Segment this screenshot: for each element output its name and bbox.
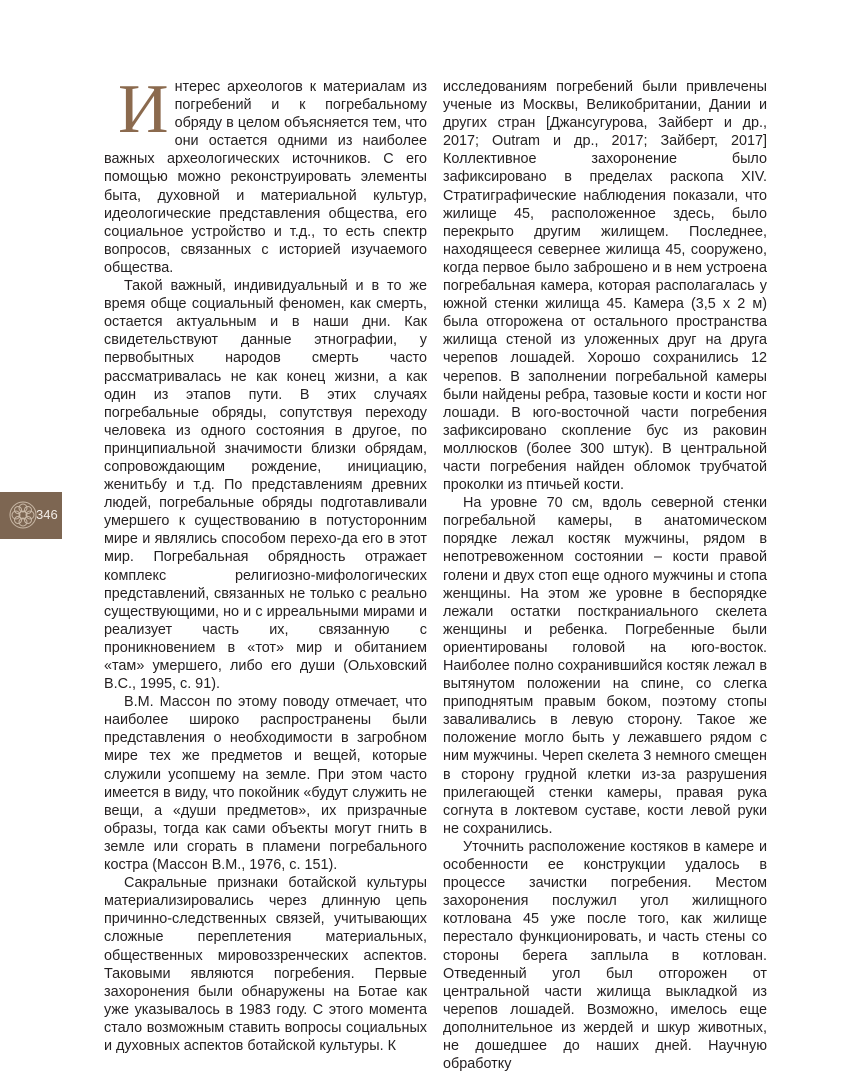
body-paragraph: Такой важный, индивидуальный и в то же время обще социальный феномен, как смерть, остается актуальным и в наши дни. Как свидетельствуют данные этнографии, у первобытных народов смерть часто рассматривалась не как конец жизни, а как один из этапов пути. В этих случаях погребальные обряды, сопутствуя переходу человека из одного состояния в другое, по принципиальной значимости близки обрядам, сопровождающим рождение, инициацию, женитьбу и т.д. По представлениям древних людей, погребальные обряды подготавливали умершего к существованию в потусторонним мире и являлись способом перехо-да его в этот мир. Погребальная обрядность отражает комплекс религиозно-мифологических представлений, связанных не только с реально существующими, но и с ирреальными мирами и реализует часть их, связанную с проникновением в «тот» мир и обитанием «там» умершего, либо его души (Ольховский В.С., 1995, с. 91).	[104, 278, 427, 693]
body-paragraph: На уровне 70 см, вдоль северной стенки погребальной камеры, в анатомическом порядке лежал костяк мужчины, рядом в непотревоженном состоянии – кости правой голени и двух стоп еще одного мужчины и стопа женщины. На этом же уровне в беспорядке лежали остатки посткраниального скелета женщины и ребенка. Погребенные были ориентированы головой на юго-восток. Наиболее полно сохранившийся костяк лежал в вытянутом положении на спине, со слегка приподнятым правым боком, поэтому стопы заваливались в левую сторону. Такое же положение могло быть у лежавшего рядом с ним мужчины. Череп скелета 3 немного смещен в сторону грудной клетки из-за разрушения прилегающей стенки камеры, правая рука согнута в локтевом суставе, кости левой руки не сохранились.	[443, 495, 767, 837]
right-column	[443, 78, 767, 1073]
drop-cap-letter: И	[118, 71, 169, 148]
intro-text: нтерес археологов к материалам из погребений и к погребальному обряду в целом объясняется тем, что они остается одними из наиболее важных археологических источников. С его помощью можно реконструировать элементы быта, духовной и материальной культур, идеологические представления общества, его социальное устройство и т.д., то есть спектр вопросов, связанных с историей изучаемого общества.	[104, 79, 427, 276]
body-paragraph: В.М. Массон по этому поводу отмечает, что наиболее широко распространены были представления о необходимости в загробном мире тех же предметов и вещей, которые служили усопшему на земле. При этом часто имеется в виду, что покойник «будут служить не вещи, а «души предметов», их призрачные образы, тогда как сами объекты могут гнить в земле или сгорать в пламени погребального костра (Массон В.М., 1976, с. 151).	[104, 694, 427, 874]
left-column	[104, 71, 427, 1055]
rosette-ornament-icon	[8, 500, 38, 530]
body-paragraph: Сакральные признаки ботайской культуры материализировались через длинную цепь причинно-следственных связей, учитывающих сложные переплетения материальных, общественных мировоззренческих аспектов. Таковыми являются погребения. Первые захоронения были обнаружены на Ботае как уже указывалось в 1983 году. С этого момента стало возможным ставить вопросы социальных и духовных аспектов ботайской культуры. К	[104, 875, 427, 1054]
intro-paragraph	[104, 71, 427, 277]
page-number-tab	[0, 492, 62, 539]
page-number: 346	[36, 507, 58, 522]
body-paragraph: Уточнить расположение костяков в камере и особенности ее конструкции удалось в процессе зачистки погребения. Местом захоронения послужил угол жилищного котлована 45 уже после того, как жилище перестало функционировать, и часть стены со стороны берега заплыла в котлован. Отведенный угол был отгорожен от центральной части жилища выкладкой из черепов лошадей. Возможно, имелось еще дополнительное из жердей и шкур животных, не дошедшее до наших дней. Научную обработку	[443, 838, 767, 1073]
continued-paragraph: исследованиям погребений были привлечены ученые из Москвы, Великобритании, Дании и других стран [Джансугурова, Зайберт и др., 2017; Outram и др., 2017; Зайберт, 2017] Коллективное захоронение было зафиксировано в пределах раскопа XIV. Стратиграфические наблюдения показали, что жилище 45, расположенное здесь, было перекрыто другим жилищем. Последнее, находящееся севернее жилища 45, сооружено, когда первое было заброшено и в нем устроена погребальная камера, которая располагалась у южной стенки жилища 45. Камера (3,5 х 2 м) была отгорожена от остального пространства жилища стеной из уложенных друг на друга черепов лошадей. Хорошо сохранились 12 черепов. В заполнении погребальной камеры были найдены ребра, тазовые кости и кости ног лошади. В юго-восточной части погребения зафиксировано скопление бус из раковин моллюсков (более 300 штук). В центральной части погребения найден обломок трубчатой проколки из птичьей кости.	[443, 79, 767, 494]
